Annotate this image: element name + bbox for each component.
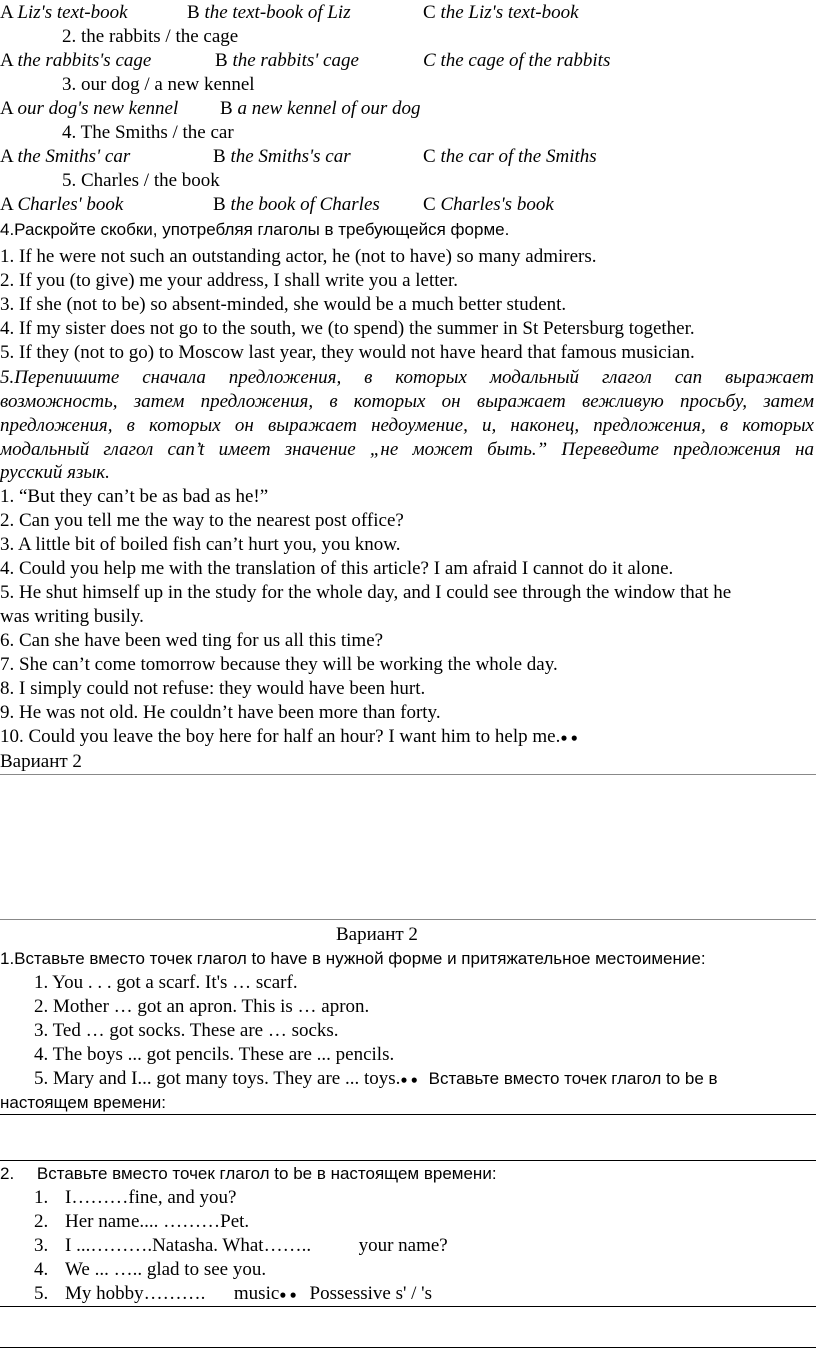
option-letter: B	[213, 146, 226, 167]
v2-ex1-item-3: 3. Ted … got socks. These are … socks.	[34, 1020, 339, 1041]
option-text: the book of Charles	[230, 194, 380, 215]
v2-ex1-item-2: 2. Mother … got an apron. This is … apron.	[34, 996, 370, 1017]
divider	[0, 1160, 816, 1161]
v2-ex1-item-1: 1. You . . . got a scarf. It's … scarf.	[34, 972, 298, 993]
ex3-heading-5: 5. Charles / the book	[62, 170, 220, 191]
ex3-heading-3: 3. our dog / a new kennel	[62, 74, 255, 95]
option-text: a new kennel of our dog	[237, 98, 421, 119]
v2-ex2-item-5	[34, 1283, 432, 1306]
v2-ex2-item-2	[34, 1211, 249, 1233]
ex5-item-3: 3. A little bit of boiled fish can’t hurt you, you know.	[0, 534, 401, 555]
option-text: the rabbits' cage	[232, 50, 359, 71]
divider	[0, 919, 816, 920]
v2-ex2-title	[0, 1163, 497, 1185]
ex5-item-1: 1. “But they can’t be as bad as he!”	[0, 486, 269, 507]
ex4-item-4: 4. If my sister does not go to the south, we (to spend) the summer in St Petersburg together.	[0, 318, 695, 339]
option-text: our dog's new kennel	[17, 98, 179, 119]
v2-ex1-tail-2: настоящем времени:	[0, 1093, 166, 1112]
v2-ex2-num: 2.	[0, 1164, 15, 1183]
ex4-item-2: 2. If you (to give) me your address, I shall write you a letter.	[0, 270, 458, 291]
option-text: Charles' book	[17, 194, 124, 215]
item-number: 5.	[34, 1283, 49, 1304]
option-letter: B	[213, 194, 226, 215]
ex3-row-5	[0, 194, 123, 216]
item-number: 2.	[34, 1211, 49, 1232]
ex3-row-4	[0, 146, 130, 168]
ex3-heading-2: 2. the rabbits / the cage	[62, 26, 239, 47]
v2-ex2-item-4	[34, 1259, 266, 1281]
divider	[0, 1347, 816, 1348]
bullet-icon: ● ●	[279, 1287, 297, 1302]
item-text: I………fine, and you?	[65, 1187, 237, 1208]
ex5-instruction-3: предложения, в которых он выражает недоумение, и, наконец, предложения, в которых	[0, 415, 814, 436]
option-letter: A	[0, 194, 13, 215]
option-letter: B	[215, 50, 228, 71]
ex3-row-3-b	[220, 98, 421, 120]
v2-ex1-item-5	[34, 1068, 718, 1091]
ex5-item-5: 5. He shut himself up in the study for the whole day, and I could see through the window that he	[0, 582, 732, 603]
item-text: My hobby………. music	[65, 1283, 280, 1304]
ex3-row-1	[0, 2, 128, 24]
ex3-row-2-b	[215, 50, 359, 72]
ex3-row-3	[0, 98, 178, 120]
ex5-instruction-1: 5.Перепишите сначала предложения, в которых модальный глагол can выражает	[0, 367, 814, 388]
ex5-instruction-2: возможность, затем предложения, в которых он выражает вежливую просьбу, затем	[0, 391, 814, 412]
v2-ex2-item-3	[34, 1235, 448, 1257]
ex3-row-1-c	[423, 2, 579, 24]
option-letter: C	[423, 2, 436, 23]
item-text: We ... ….. glad to see you.	[65, 1259, 267, 1280]
ex5-item-5-cont: was writing busily.	[0, 606, 144, 627]
ex5-item-7: 7. She can’t come tomorrow because they will be working the whole day.	[0, 654, 558, 675]
item-number: 3.	[34, 1235, 49, 1256]
v2-ex1-title: 1.Вставьте вместо точек глагол to have в нужной форме и притяжательное местоимение:	[0, 949, 706, 968]
v2-ex1-tail: Вставьте вместо точек глагол to be в	[428, 1069, 718, 1088]
ex4-title: 4.Раскройте скобки, употребляя глаголы в требующейся форме.	[0, 220, 510, 239]
ex3-row-1-b	[187, 2, 351, 24]
option-letter: B	[220, 98, 233, 119]
ex5-item-4: 4. Could you help me with the translation of this article? I am afraid I cannot do it alone.	[0, 558, 674, 579]
ex5-item-10	[0, 726, 578, 749]
divider	[0, 774, 816, 775]
item-number: 4.	[34, 1259, 49, 1280]
ex5-item-2: 2. Can you tell me the way to the nearest post office?	[0, 510, 404, 531]
divider	[0, 1306, 816, 1307]
ex5-instruction-4: модальный глагол can’t имеет значение „не может быть.” Переведите предложения на	[0, 439, 814, 460]
ex3-row-2	[0, 50, 151, 72]
item-text: Her name.... ………Pet.	[65, 1211, 250, 1232]
divider	[0, 1114, 816, 1115]
option-text: the Smiths' car	[17, 146, 131, 167]
bullet-icon: ● ●	[560, 730, 578, 745]
option-letter: C	[423, 50, 436, 71]
ex5-instruction-5: русский язык.	[0, 462, 110, 483]
option-letter: B	[187, 2, 200, 23]
option-text: the text-book of Liz	[204, 2, 351, 23]
option-letter: A	[0, 146, 13, 167]
option-letter: A	[0, 98, 13, 119]
ex3-heading-4: 4. The Smiths / the car	[62, 122, 234, 143]
ex3-row-5-b	[213, 194, 380, 216]
ex5-item-10-text: 10. Could you leave the boy here for half an hour? I want him to help me.	[0, 726, 561, 747]
ex4-item-1: 1. If he were not such an outstanding actor, he (not to have) so many admirers.	[0, 246, 597, 267]
ex4-item-3: 3. If she (not to be) so absent-minded, she would be a much better student.	[0, 294, 567, 315]
v2-ex1-item-5-text: 5. Mary and I... got many toys. They are ... toys.	[34, 1068, 401, 1089]
ex3-row-4-c	[423, 146, 597, 168]
ex4-item-5: 5. If they (not to go) to Moscow last year, they would not have heard that famous musician.	[0, 342, 695, 363]
item-text: I ...……….Natasha. What…….. your name?	[65, 1235, 448, 1256]
v2-ex2-tail: Possessive s' / 's	[309, 1283, 432, 1304]
option-text: Liz's text-book	[17, 2, 128, 23]
option-letter: C	[423, 146, 436, 167]
bullet-icon: ● ●	[400, 1072, 418, 1087]
ex3-row-2-c	[423, 50, 610, 72]
v2-ex2-item-1	[34, 1187, 236, 1209]
option-text: the Smiths's car	[230, 146, 351, 167]
option-text: the Liz's text-book	[440, 2, 579, 23]
v2-ex2-title-text: Вставьте вместо точек глагол to be в настоящем времени:	[36, 1164, 497, 1183]
option-text: the rabbits's cage	[17, 50, 152, 71]
ex3-row-4-b	[213, 146, 351, 168]
ex3-row-5-c	[423, 194, 554, 216]
option-text: the car of the Smiths	[440, 146, 597, 167]
option-text: the cage of the rabbits	[440, 50, 611, 71]
option-letter: A	[0, 2, 13, 23]
ex5-item-6: 6. Can she have been wed ting for us all this time?	[0, 630, 384, 651]
option-letter: C	[423, 194, 436, 215]
option-letter: A	[0, 50, 13, 71]
v2-ex1-item-4: 4. The boys ... got pencils. These are ... pencils.	[34, 1044, 395, 1065]
option-text: Charles's book	[440, 194, 554, 215]
item-number: 1.	[34, 1187, 49, 1208]
ex5-item-9: 9. He was not old. He couldn’t have been more than forty.	[0, 702, 441, 723]
variant-heading-b: Вариант 2	[336, 924, 418, 945]
variant-heading-a: Вариант 2	[0, 751, 82, 772]
ex5-item-8: 8. I simply could not refuse: they would have been hurt.	[0, 678, 426, 699]
